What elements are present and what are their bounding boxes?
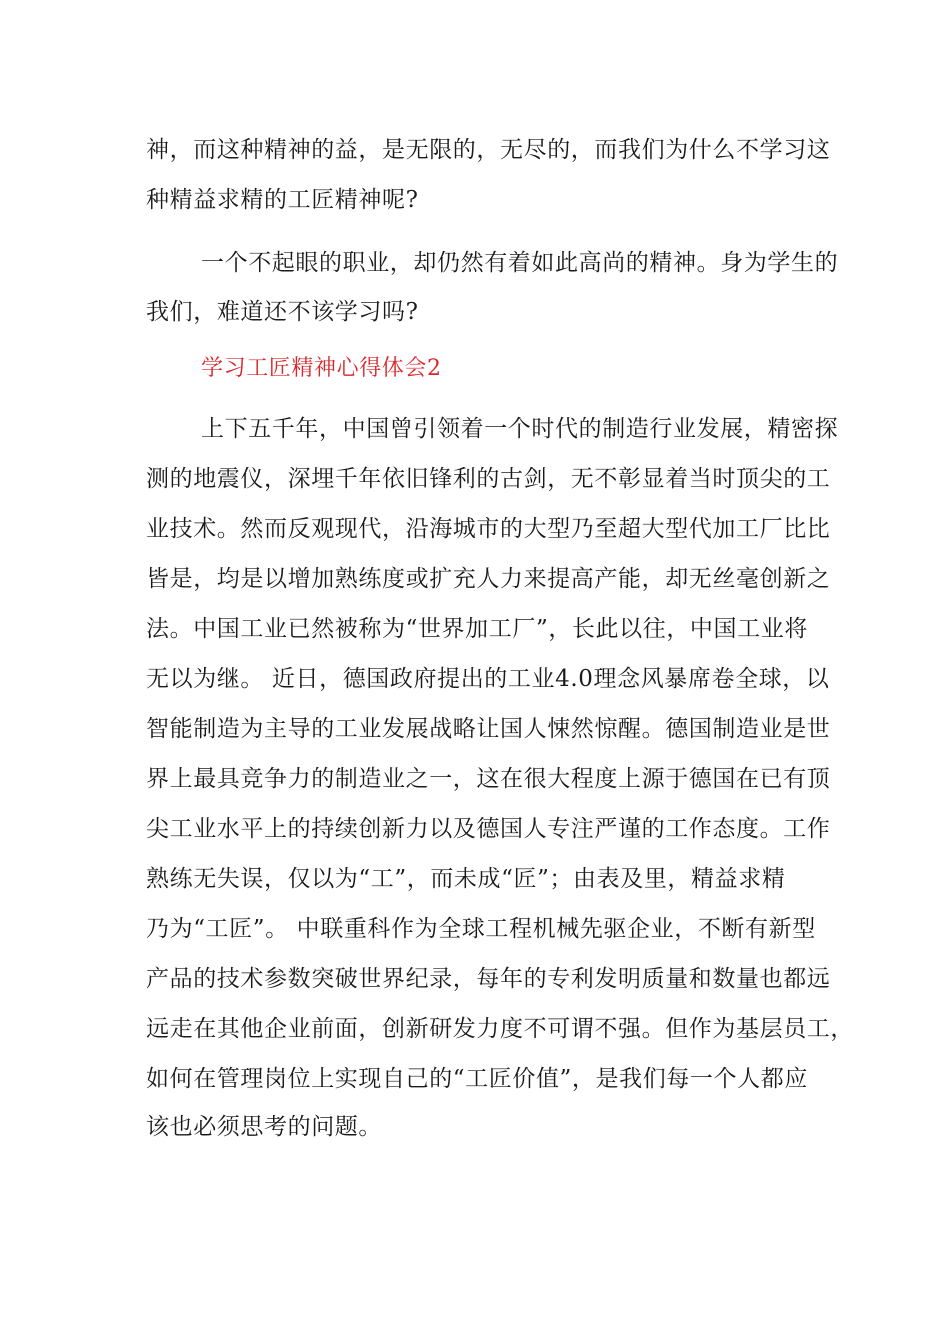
paragraph-main-line-6: 无以为继。 近日，德国政府提出的工业4.0理念风暴席卷全球，以 [146,666,830,692]
section-heading: 学习工匠精神心得体会2 [201,356,442,381]
paragraph-main-line-11: 乃为“工匠”。 中联重科作为全球工程机械先驱企业，不断有新型 [146,916,816,942]
paragraph-question-line-2: 我们，难道还不该学习吗? [146,299,419,325]
paragraph-main-line-3: 业技术。然而反观现代，沿海城市的大型乃至超大型代加工厂比比 [146,516,831,542]
paragraph-main-line-9: 尖工业水平上的持续创新力以及德国人专注严谨的工作态度。工作 [146,816,831,842]
paragraph-main-line-7: 智能制造为主导的工业发展战略让国人悚然惊醒。德国制造业是世 [146,716,831,742]
paragraph-main-line-4: 皆是，均是以增加熟练度或扩充人力来提高产能，却无丝毫创新之 [146,566,831,592]
paragraph-main-line-2: 测的地震仪，深埋千年依旧锋利的古剑，无不彰显着当时顶尖的工 [146,466,831,492]
paragraph-prev-line-1: 神，而这种精神的益，是无限的，无尽的，而我们为什么不学习这 [146,137,831,163]
paragraph-question-line-1: 一个不起眼的职业，却仍然有着如此高尚的精神。身为学生的 [201,250,839,276]
paragraph-main-line-8: 界上最具竞争力的制造业之一，这在很大程度上源于德国在已有顶 [146,766,831,792]
paragraph-main-line-10: 熟练无失误，仅以为“工”，而未成“匠”；由表及里，精益求精 [146,866,786,892]
paragraph-main-line-14: 如何在管理岗位上实现自己的“工匠价值”，是我们每一个人都应 [146,1066,808,1092]
paragraph-main-line-12: 产品的技术参数突破世界纪录，每年的专利发明质量和数量也都远 [146,966,831,992]
paragraph-main-line-15: 该也必须思考的问题。 [146,1114,382,1140]
paragraph-prev-line-2: 种精益求精的工匠精神呢? [146,187,419,213]
paragraph-main-line-1: 上下五千年，中国曾引领着一个时代的制造行业发展，精密探 [201,416,839,442]
paragraph-main-line-13: 远走在其他企业前面，创新研发力度不可谓不强。但作为基层员工， [146,1016,854,1042]
paragraph-main-line-5: 法。中国工业已然被称为“世界加工厂”，长此以往，中国工业将 [146,616,808,642]
